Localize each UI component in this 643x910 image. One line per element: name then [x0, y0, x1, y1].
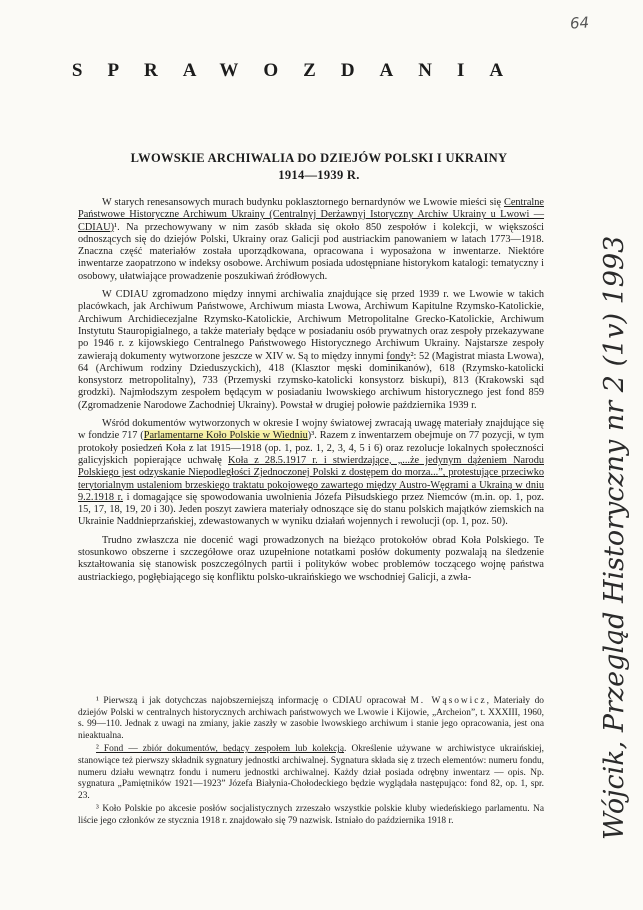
- footnote-1-text: ¹ Pierwszą i jak dotychczas najobszerniejszą informację o CDIAU opracował: [96, 696, 411, 706]
- handwritten-margin-note: [569, 210, 629, 850]
- footnote-1: [78, 696, 544, 742]
- paragraph-3-text-cont: )³. Razem z inwentarzem obejmuje on 77 pozycji, w tym protokoły posiedzeń Koła z lat 1915—1918 (op. 1, poz. 1, 2, 3, 4, 5 i 6) oraz rezolucje lokalnych społeczności galicyjskich popierające uchwałę: [78, 430, 544, 466]
- paragraph-2: [78, 289, 544, 412]
- handwritten-note-text: Wójcik, Przegląd Historyczny nr 2 (1v) 1993: [599, 235, 630, 840]
- footnote-2: [78, 744, 544, 802]
- paragraph-1: [78, 197, 544, 283]
- paragraph-1-text-cont: ¹. Na przechowywany w nim zasób składa się około 850 zespołów i kolekcji, w większości odnoszących się do dziejów Polski, Ukrainy oraz Galicji pod austriackim panowaniem w latach 1773—1918. Znaczna część materiałów została uporządkowana, opracowana i wyposażona w inwentarze. Niektóre inwentarze zaopatrzono w indeksy osobowe. Archiwum posiada udostępniane historykom katalogi: tematyczny i osobowy, ułatwiające prowadzenie poszukiwań źródłowych.: [78, 221, 544, 282]
- section-heading: SPRAWOZDANIA: [71, 60, 529, 81]
- footnote-3: ³ Koło Polskie po akcesie posłów socjalistycznych zrzeszało wszystkie polskie kluby wiedeńskiego parlamentu. Na liście jego członków ze stycznia 1918 r. znajdowało się 79 nazwisk. Istniało do października 1918 r.: [78, 804, 544, 826]
- paragraph-4: Trudno zwłaszcza nie docenić wagi prowadzonych na bieżąco protokołów obrad Koła Polskiego. Te stosunkowo obszerne i szczegółowe oraz uzupełnione notatkami posłów dokumenty pozwalają na śledzenie kształtowania się stanowisk poszczególnych partii i polityków wobec problemów toczącego wojnę państwa austriackiego, pogłębiającego się konfliktu polsko-ukraińskiego we wschodniej Galicji, a zwła-: [78, 534, 544, 583]
- highlighted-kolo-polskie: Parlamentarne Koło Polskie w Wiedniu: [143, 430, 308, 442]
- paragraph-1-text: W starych renesansowych murach budynku poklasztornego bernardynów we Lwowie mieści się: [102, 197, 504, 208]
- paragraph-3-text: Wśród dokumentów wytworzonych w okresie I wojny światowej zwracają uwagę materiały znajdujące się w fondzie 717 (: [78, 418, 544, 442]
- article-title: [54, 150, 584, 184]
- paragraph-2-text: W CDIAU zgromadzono między innymi archiwalia znajdujące się przed 1939 r. we Lwowie w takich placówkach, jak Archiwum Państwowe, Archiwum miasta Lwowa, Archiwum Kapitulne Rzymsko-Katolickie, Archiwum Archidiecezjalne Rzymsko-Katolickie, Archiwum Metropolitalne Grecko-Katolickie, Archiwum Instytutu Stauropigialnego, a także materiały będące w posiadaniu osób prywatnych oraz zespoły przekazywane po 1946 r. z kijowskiego Centralnego Państwowego Historycznego Archiwum Ukrainy. Najstarsze zespoły zawierają dokumenty wytworzone jeszcze w XIV w. Są to między innymi: [78, 289, 544, 362]
- paragraph-3: [78, 418, 544, 529]
- footnote-2-text: . Określenie używane w archiwistyce ukraińskiej, stanowiące też pierwszy składnik sygnatury jednostki archiwalnej. Sygnatura składa się z trzech elementów: numeru fondu, numeru działu wewnątrz fondu i numeru jednostki archiwalnej. Każdy dział posiada odrębny inwentarz — opis. Np. sygnatura „Pamiętników 1921—1923” Józefa Białynia-Chołodeckiego będzie wyglądała następująco: fond 82, op. 1, spr. 23.: [78, 744, 544, 801]
- underlined-archive-name: Centralne Państwowe Historyczne Archiwum Ukrainy (Centralnyj Derżawnyj Istoryczny Archiw Ukrainy u Lwowi — CDIAU): [78, 197, 544, 233]
- footnote-1-text-cont: , Materiały do dziejów Polski w centralnych historycznych archiwach państwowych we Lwowie i Kijowie, „Archeion”, t. XXXIII, 1960, s. 99—110. Jednak z uwagi na zmiany, jakie zaszły w zasobie lwowskiego archiwum i stanie jego opracowania, jest ona nieaktualna.: [78, 696, 544, 741]
- title-line-2: 1914—1939 R.: [278, 168, 360, 182]
- page-number: 64: [569, 13, 590, 33]
- underlined-fondy: fondy: [386, 350, 411, 362]
- article-body: [78, 197, 544, 590]
- paragraph-2-text-cont: ²: 52 (Magistrat miasta Lwowa), 64 (Archiwum rodziny Dzieduszyckich), 418 (Klasztor męski dominikanów), 618 (Rzymsko-katolicki konsystorz metropolitalny), 733 (Przemyski rzymsko-katolicki konsystorz biskupi), 813 (Krakowski sąd grodzki). Najmłodszym zespołem będącym w posiadaniu lwowskiego archiwum historycznego jest fond 859 (Zgromadzenie Narodowe Zachodniej Ukrainy). Powstał w drugiej połowie października 1939 r.: [78, 350, 545, 411]
- footnote-1-author: M. Wąsowicz: [410, 696, 487, 706]
- title-line-1: LWOWSKIE ARCHIWALIA DO DZIEJÓW POLSKI I UKRAINY: [130, 151, 508, 165]
- paragraph-3-text-end: i domagające się spowodowania uwolnienia Józefa Piłsudskiego przez Niemców (m.in. op. 1, poz. 15, 17, 18, 19, 20 i 30). Jeden poszyt zawiera materiały odnoszące się do stanu polskich majątków ziemskich na Ukrainie Naddnieprzańskiej, zdewastowanych w wyniku działań wojennych i rewolucji (op. 1, poz. 50).: [78, 491, 544, 528]
- footnotes: [78, 696, 544, 830]
- underlined-resolution-quote: Koła z 28.5.1917 r. i stwierdzające, „...że jedynym dążeniem Narodu Polskiego jest odzyskanie Niepodległości Zjednoczonej Polski z dostępem do morza...”, protestujące przeciwko terytorialnym ustaleniom brzeskiego traktatu pokojowego zawartego między Austro-Węgrami a Ukrainą w dniu 9.2.1918 r.: [78, 454, 544, 503]
- footnote-2-underlined: ² Fond — zbiór dokumentów, będący zespołem lub kolekcją: [96, 744, 344, 755]
